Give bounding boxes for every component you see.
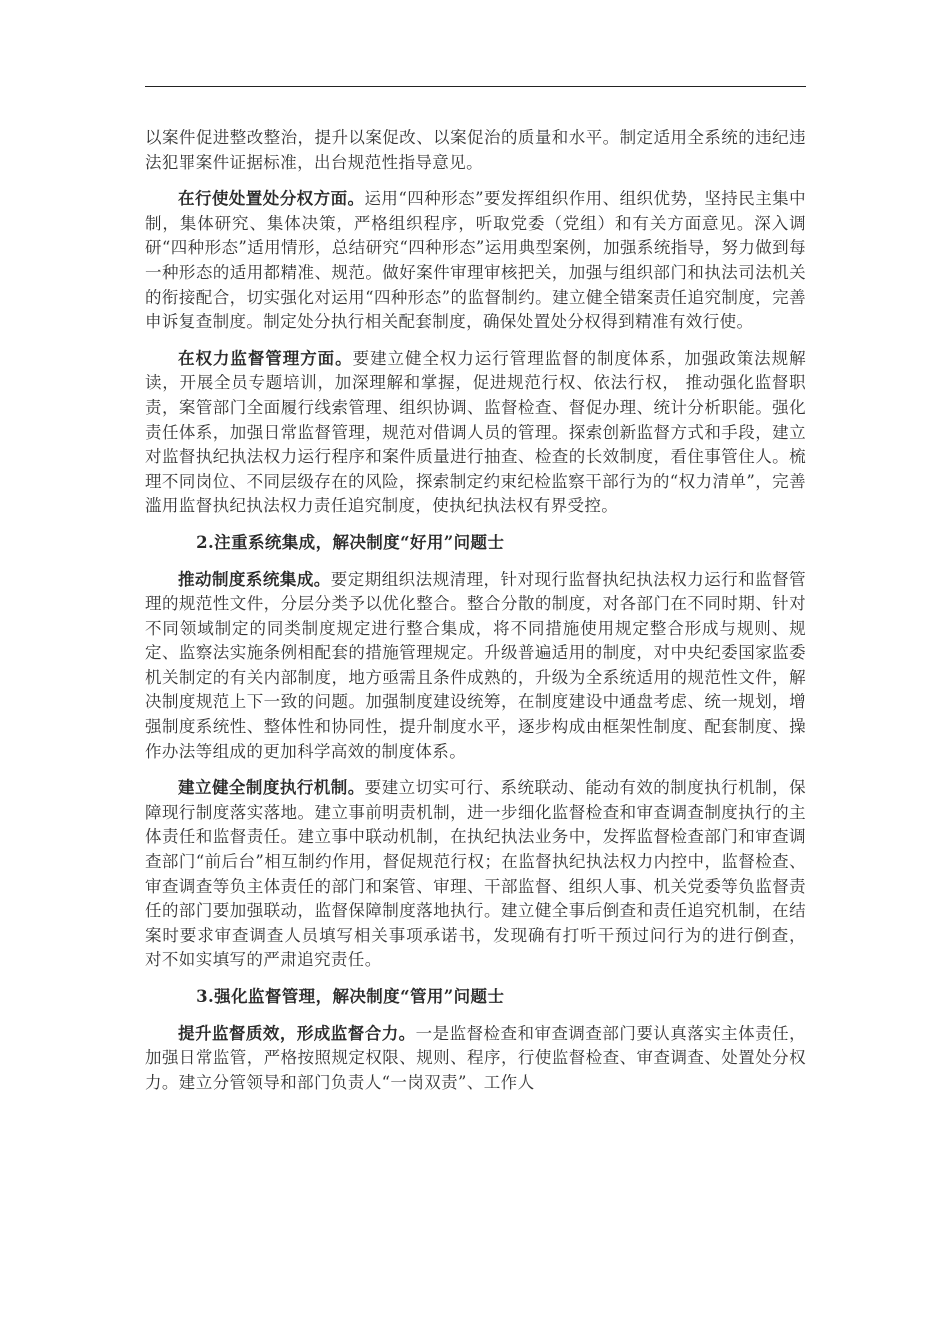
paragraph-lead: 在权力监督管理方面。 [178, 348, 353, 368]
header-rule [145, 86, 806, 87]
paragraph-text: 一是监督检查和审查调查部门要认真落实主体责任，加强日常监管，严格按照规定权限、规则、程序，行使监督检查、审查调查、处置处分权力。建立分管领导和部门负责人“一岗双责”、工作人 [145, 1023, 806, 1092]
section-heading-2: 2.注重系统集成，解决制度“好用”问题士 [196, 532, 505, 552]
paragraph-text: 要建立健全权力运行管理监督的制度体系，加强政策法规解读，开展全员专题培训，加深理解和掌握，促进规范行权、依法行权， 推动强化监督职责，案管部门全面履行线索管理、组织协调、监督检查、督促办理、统计分析职能。强化责任体系，加强日常监督管理，规范对借调人员的管理。探索创新监督方式和手段，建立对监督执纪执法权力运行程序和案件质量进行抽查、检查的长效制度，看住事管住人。梳理不同岗位、不同层级存在的风险，探索制定约束纪检监察干部行为的“权力清单”，完善滥用监督执纪执法权力责任追究制度，使执纪执法权有界受控。 [145, 348, 807, 516]
paragraph-system-integration [145, 568, 806, 765]
paragraph-execution-mechanism [145, 776, 806, 973]
section-heading-3: 3.强化监督管理，解决制度“管用”问题士 [196, 987, 505, 1006]
paragraph-continuation [145, 126, 806, 175]
paragraph-power-supervision [145, 347, 806, 519]
paragraph-lead: 提升监督质效，形成监督合力。 [178, 1023, 416, 1043]
document-body [145, 126, 806, 1107]
paragraph-lead: 推动制度系统集成。 [178, 569, 331, 589]
paragraph-text: 要定期组织法规清理，针对现行监督执纪执法权力运行和监督管理的规范性文件，分层分类予以优化整合。整合分散的制度，对各部门在不同时期、针对不同领域制定的同类制度规定进行整合集成，将不同措施使用规定整合形成与规则、规定、监察法实施条例相配套的措施管理规定。升级普遍适用的制度，对中央纪委国家监委机关制定的有关内部制度，地方亟需且条件成熟的，升级为全系统适用的规范性文件，解决制度规范上下一致的问题。加强制度建设统筹，在制度建设中通盘考虑、统一规划，增强制度系统性、整体性和协同性，提升制度水平，逐步构成由框架性制度、配套制度、操作办法等组成的更加科学高效的制度体系。 [145, 569, 806, 761]
paragraph-text: 以案件促进整改整治，提升以案促改、以案促治的质量和水平。制定适用全系统的违纪违法犯罪案件证据标准，出台规范性指导意见。 [145, 128, 806, 172]
paragraph-text: 要建立切实可行、系统联动、能动有效的制度执行机制，保障现行制度落实落地。建立事前明责机制，进一步细化监督检查和审查调查制度执行的主体责任和监督责任。建立事中联动机制，在执纪执法业务中，发挥监督检查部门和审查调查部门“前后台”相互制约作用，督促规范行权；在监督执纪执法权力内控中，监督检查、审查调查等负主体责任的部门和案管、审理、干部监督、组织人事、机关党委等负监督责任的部门要加强联动，监督保障制度落地执行。建立健全事后倒查和责任追究机制，在结案时要求审查调查人员填写相关事项承诺书，发现确有打听干预过问行为的进行倒查， 对不如实填写的严肃追究责任。 [145, 778, 807, 970]
paragraph-text: 运用“四种形态”要发挥组织作用、组织优势，坚持民主集中制，集体研究、集体决策，严格组织程序，听取党委（党组）和有关方面意见。深入调研“四种形态”适用情形，总结研究“四种形态”运用典型案例，加强系统指导，努力做到每一种形态的适用都精准、规范。做好案件审理审核把关，加强与组织部门和执法司法机关的衔接配合，切实强化对运用“四种形态”的监督制约。建立健全错案责任追究制度，完善申诉复查制度。制定处分执行相关配套制度，确保处置处分权得到精准有效行使。 [145, 189, 807, 332]
paragraph-disposal-power [145, 187, 806, 335]
paragraph-supervision-effectiveness [145, 1022, 806, 1096]
paragraph-lead: 建立健全制度执行机制。 [178, 778, 365, 798]
paragraph-lead: 在行使处置处分权方面。 [178, 189, 365, 209]
